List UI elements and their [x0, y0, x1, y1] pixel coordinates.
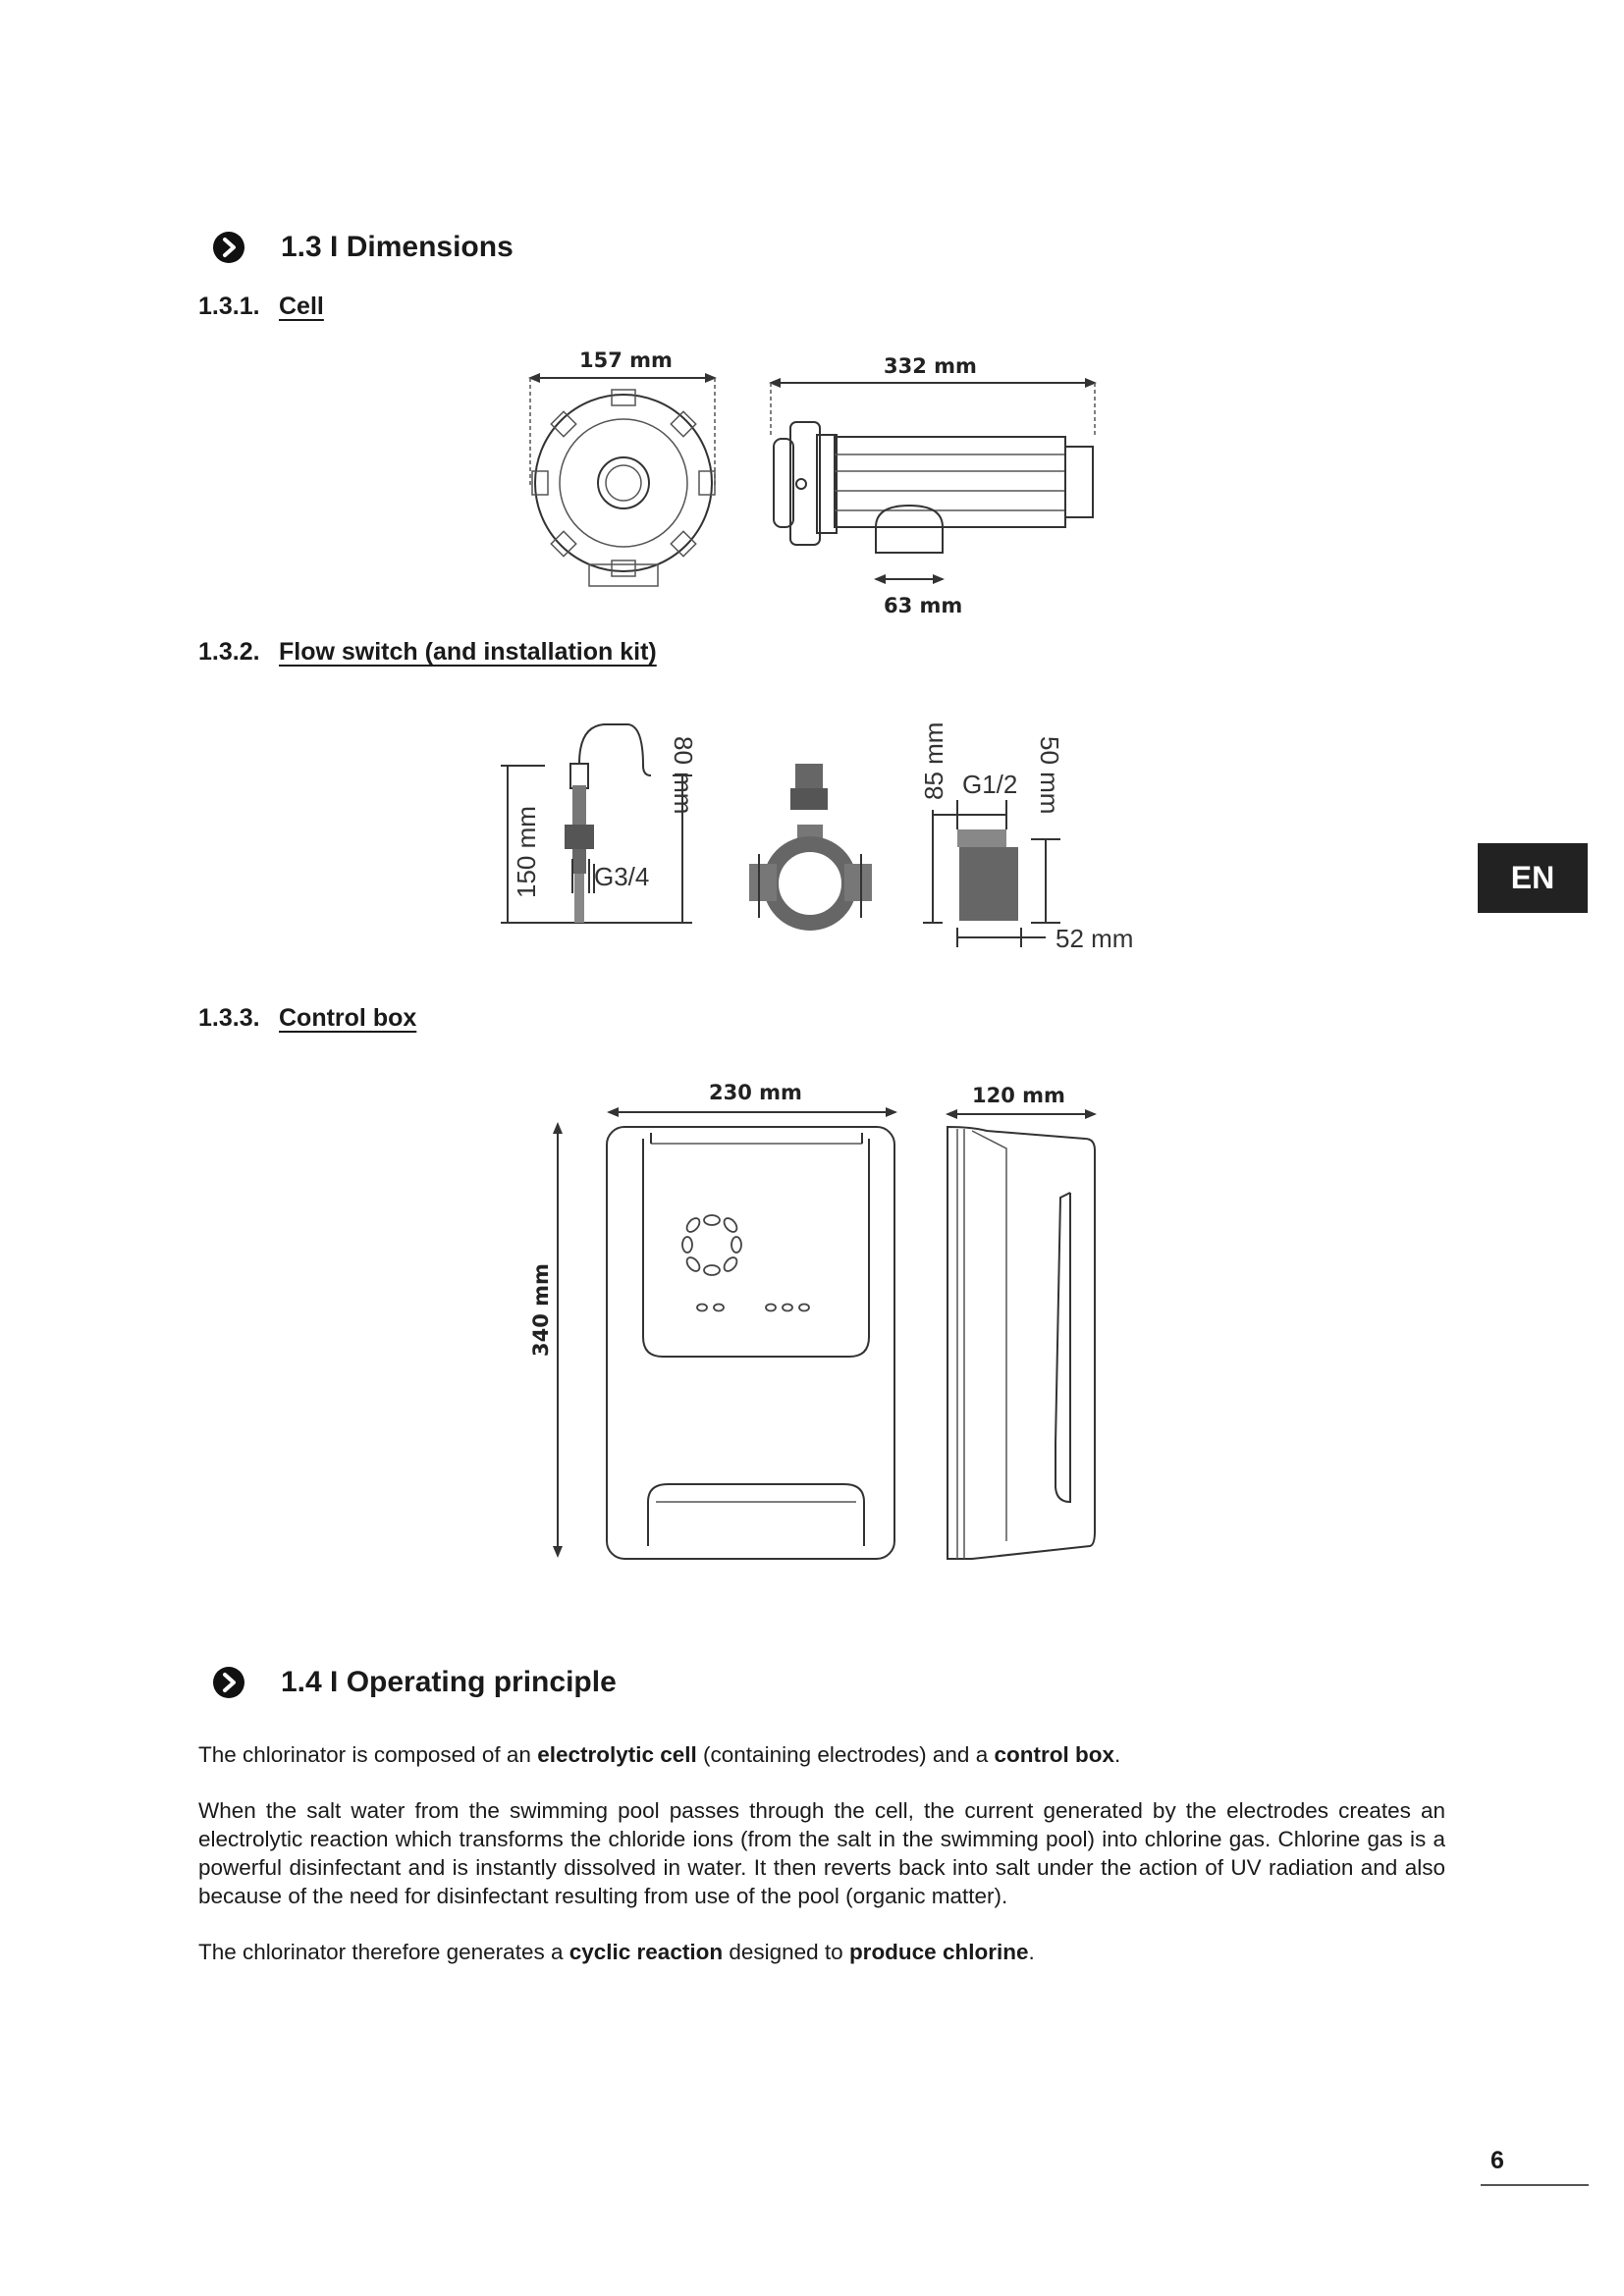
subsection-heading-flow-switch [198, 638, 657, 667]
adapter-85-label: 85 mm [919, 721, 948, 800]
bold-text: electrolytic cell [537, 1742, 697, 1767]
cell-width-label: 157 mm [579, 348, 673, 372]
flow-switch-top-label: 80 mm [669, 736, 698, 815]
chevron-circle-icon [212, 231, 245, 264]
subsection-label: Flow switch (and installation kit) [279, 638, 657, 666]
flow-switch-drawing [496, 697, 1164, 982]
control-box-height-label: 340 mm [529, 1263, 553, 1357]
subsection-number: 1.3.2. [198, 638, 260, 666]
control-box-depth-label: 120 mm [972, 1084, 1065, 1107]
flow-switch-view [501, 724, 698, 923]
chevron-circle-icon [212, 1666, 245, 1699]
flow-switch-height-label: 150 mm [512, 806, 541, 898]
adapter-52-label: 52 mm [1056, 924, 1134, 953]
page-number: 6 [1490, 2147, 1504, 2174]
section-heading-dimensions [212, 231, 514, 264]
subsection-number: 1.3.3. [198, 1004, 260, 1032]
text-run: The chlorinator therefore generates a [198, 1940, 569, 1964]
subsection-heading-control-box [198, 1004, 416, 1033]
control-box-width-label: 230 mm [709, 1081, 802, 1104]
section-title: 1.3 I Dimensions [281, 231, 514, 263]
control-box-front-view [529, 1081, 897, 1559]
cell-length-label: 332 mm [884, 354, 977, 378]
section-title: 1.4 I Operating principle [281, 1666, 617, 1698]
principle-paragraph-1 [198, 1740, 1445, 1769]
adapter-view [919, 722, 1133, 953]
bold-text: control box [994, 1742, 1114, 1767]
language-tab[interactable]: EN [1478, 843, 1588, 913]
principle-paragraph-2: When the salt water from the swimming pool passes through the cell, the current generated by the electrodes creates an electrolytic reaction which transforms the chloride ions (from the salt in the swimming pool) into chlorine gas. Chlorine gas is a powerful disinfectant and is instantly dissolved in water. It then reverts back into salt under the action of UV radiation and also because of the need for disinfectant resulting from use of the pool (organic matter). [198, 1798, 1445, 1908]
cell-drawing [511, 339, 1119, 623]
subsection-label: Control box [279, 1004, 417, 1032]
bold-text: produce chlorine [848, 1940, 1029, 1964]
cell-front-view [528, 348, 717, 586]
cell-outlet-label: 63 mm [884, 594, 963, 617]
text-run: (containing electrodes) and a [696, 1742, 995, 1767]
text-run: . [1028, 1940, 1035, 1964]
subsection-heading-cell [198, 293, 324, 321]
page-number-rule [1481, 2184, 1589, 2186]
control-box-drawing [511, 1070, 1119, 1580]
text-run: . [1113, 1742, 1121, 1767]
text-run: The chlorinator is composed of an [198, 1742, 538, 1767]
text-run: designed to [723, 1940, 849, 1964]
adapter-50-label: 50 mm [1035, 736, 1064, 815]
section-heading-principle [212, 1666, 617, 1699]
adapter-thread-label: G1/2 [962, 770, 1018, 799]
principle-paragraph-3 [198, 1938, 1445, 1966]
cell-side-view [769, 354, 1097, 617]
clamp-saddle-view [749, 764, 872, 923]
flow-switch-thread-label: G3/4 [594, 862, 650, 891]
control-box-side-view [946, 1084, 1097, 1559]
subsection-label: Cell [279, 293, 324, 320]
subsection-number: 1.3.1. [198, 293, 260, 320]
bold-text: cyclic reaction [568, 1940, 724, 1964]
